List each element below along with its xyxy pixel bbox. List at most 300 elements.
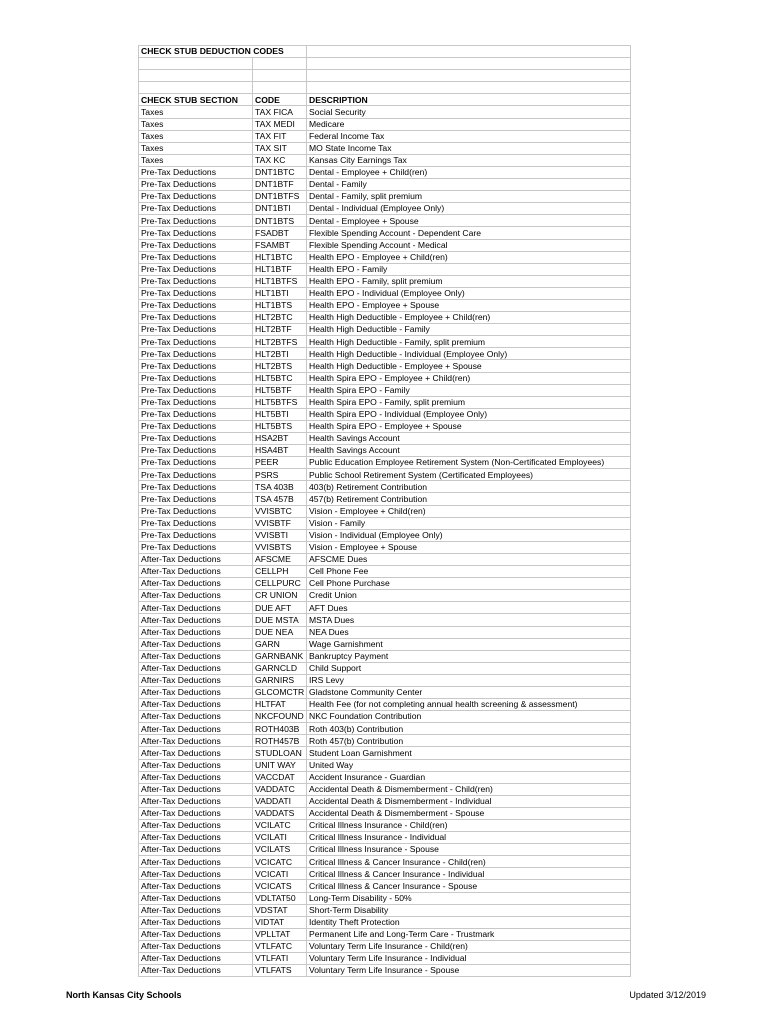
cell-section: After-Tax Deductions [139,735,253,747]
cell-code: VVISBTC [253,505,307,517]
table-row [139,650,631,662]
cell-section: Pre-Tax Deductions [139,299,253,311]
cell-section: Pre-Tax Deductions [139,517,253,529]
cell-section: Pre-Tax Deductions [139,312,253,324]
table-row [139,130,631,142]
cell-section: After-Tax Deductions [139,747,253,759]
table-row [139,203,631,215]
table-row [139,433,631,445]
cell-section: Pre-Tax Deductions [139,227,253,239]
cell-section: After-Tax Deductions [139,578,253,590]
cell-description: Dental - Family [307,179,631,191]
footer-updated-date: Updated 3/12/2019 [629,990,706,1000]
cell-code: VPLLTAT [253,928,307,940]
cell-description: Critical Illness Insurance - Individual [307,832,631,844]
cell-section: After-Tax Deductions [139,771,253,783]
table-row [139,275,631,287]
cell-description: Health EPO - Employee + Child(ren) [307,251,631,263]
table-row [139,541,631,553]
cell-code: TAX FICA [253,106,307,118]
cell-code: HLT1BTF [253,263,307,275]
cell-code: FSADBT [253,227,307,239]
cell-section: Pre-Tax Deductions [139,275,253,287]
table-row [139,457,631,469]
cell-description: Short-Term Disability [307,904,631,916]
cell-code: DNT1BTF [253,179,307,191]
cell-section: After-Tax Deductions [139,723,253,735]
cell-description: 457(b) Retirement Contribution [307,493,631,505]
cell-code: HLT2BTS [253,360,307,372]
cell-description: Bankruptcy Payment [307,650,631,662]
cell-code: HLT2BTC [253,312,307,324]
table-row [139,928,631,940]
cell-section: Pre-Tax Deductions [139,433,253,445]
table-row [139,904,631,916]
cell-code: DNT1BTFS [253,191,307,203]
cell-code: VTLFATS [253,965,307,977]
cell-section: After-Tax Deductions [139,674,253,686]
cell-code: VCICATI [253,868,307,880]
table-row [139,312,631,324]
table-row [139,832,631,844]
table-row [139,662,631,674]
table-row [139,469,631,481]
cell-code: HLT1BTFS [253,275,307,287]
cell-section: Pre-Tax Deductions [139,166,253,178]
cell-description: Kansas City Earnings Tax [307,154,631,166]
table-row [139,324,631,336]
table-row [139,251,631,263]
table-row [139,940,631,952]
cell-code: ROTH403B [253,723,307,735]
cell-description: Accident Insurance - Guardian [307,771,631,783]
cell-section: Taxes [139,118,253,130]
cell-section: After-Tax Deductions [139,590,253,602]
cell-code: PSRS [253,469,307,481]
cell-code: VVISBTI [253,529,307,541]
cell-description: Health Savings Account [307,433,631,445]
title-row [139,46,631,58]
table-row [139,263,631,275]
cell-code: VCILATC [253,820,307,832]
cell-description: Federal Income Tax [307,130,631,142]
table-row [139,626,631,638]
table-row [139,553,631,565]
cell-description: AFSCME Dues [307,553,631,565]
cell-code: HSA2BT [253,433,307,445]
cell-code: TAX MEDI [253,118,307,130]
table-row [139,953,631,965]
cell-description: Critical Illness & Cancer Insurance - Child(ren) [307,856,631,868]
header-code: CODE [253,94,307,106]
table-row [139,142,631,154]
cell-description: Wage Garnishment [307,638,631,650]
cell-section: After-Tax Deductions [139,904,253,916]
cell-code: PEER [253,457,307,469]
table-row [139,215,631,227]
cell-code: HLT5BTS [253,420,307,432]
footer-organization: North Kansas City Schools [66,990,182,1000]
cell-description: Long-Term Disability - 50% [307,892,631,904]
cell-code: TAX KC [253,154,307,166]
cell-code: CR UNION [253,590,307,602]
cell-section: After-Tax Deductions [139,602,253,614]
cell-description: Health EPO - Individual (Employee Only) [307,287,631,299]
cell-section: Pre-Tax Deductions [139,445,253,457]
cell-code: VTLFATI [253,953,307,965]
cell-description: Health Spira EPO - Employee + Spouse [307,420,631,432]
table-row [139,154,631,166]
cell-code: HLT1BTS [253,299,307,311]
cell-description: 403(b) Retirement Contribution [307,481,631,493]
cell-description: Health EPO - Employee + Spouse [307,299,631,311]
cell-section: After-Tax Deductions [139,783,253,795]
cell-code: VVISBTF [253,517,307,529]
cell-code: FSAMBT [253,239,307,251]
cell-code: GARN [253,638,307,650]
cell-section: After-Tax Deductions [139,844,253,856]
cell-section: Pre-Tax Deductions [139,203,253,215]
table-row [139,590,631,602]
cell-code: HLT5BTC [253,372,307,384]
cell-description: Gladstone Community Center [307,686,631,698]
cell-code: VCICATC [253,856,307,868]
table-row [139,856,631,868]
cell-description: Vision - Individual (Employee Only) [307,529,631,541]
table-row [139,638,631,650]
cell-section: After-Tax Deductions [139,953,253,965]
cell-section: After-Tax Deductions [139,856,253,868]
cell-description: Health Savings Account [307,445,631,457]
cell-description: Vision - Employee + Spouse [307,541,631,553]
cell-section: Pre-Tax Deductions [139,360,253,372]
empty-cell [307,46,631,58]
cell-code: CELLPH [253,566,307,578]
cell-code: VDSTAT [253,904,307,916]
cell-description: Student Loan Garnishment [307,747,631,759]
cell-section: After-Tax Deductions [139,662,253,674]
table-row [139,699,631,711]
cell-description: Roth 457(b) Contribution [307,735,631,747]
cell-description: Social Security [307,106,631,118]
table-row [139,916,631,928]
cell-section: Pre-Tax Deductions [139,469,253,481]
cell-code: VVISBTS [253,541,307,553]
cell-section: After-Tax Deductions [139,832,253,844]
cell-code: VCICATS [253,880,307,892]
cell-description: Health Spira EPO - Family, split premium [307,396,631,408]
cell-description: Health High Deductible - Individual (Employee Only) [307,348,631,360]
cell-description: Accidental Death & Dismemberment - Individual [307,795,631,807]
cell-section: Taxes [139,142,253,154]
blank-row [139,70,631,82]
cell-description: Cell Phone Purchase [307,578,631,590]
table-row [139,481,631,493]
cell-code: ROTH457B [253,735,307,747]
cell-description: Identity Theft Protection [307,916,631,928]
cell-code: HLT5BTFS [253,396,307,408]
cell-description: Voluntary Term Life Insurance - Child(ren) [307,940,631,952]
table-row [139,880,631,892]
cell-section: Pre-Tax Deductions [139,384,253,396]
table-row [139,529,631,541]
cell-description: Dental - Employee + Spouse [307,215,631,227]
table-row [139,505,631,517]
cell-section: Pre-Tax Deductions [139,179,253,191]
table-row [139,771,631,783]
table-row [139,166,631,178]
cell-description: Flexible Spending Account - Medical [307,239,631,251]
table-row [139,287,631,299]
table-row [139,807,631,819]
cell-section: Pre-Tax Deductions [139,263,253,275]
header-section: CHECK STUB SECTION [139,94,253,106]
cell-code: TAX FIT [253,130,307,142]
cell-description: Credit Union [307,590,631,602]
cell-section: Taxes [139,154,253,166]
cell-description: Health High Deductible - Family [307,324,631,336]
cell-section: Pre-Tax Deductions [139,215,253,227]
cell-code: VTLFATC [253,940,307,952]
deduction-codes-table [138,45,631,977]
cell-section: Pre-Tax Deductions [139,239,253,251]
cell-section: Pre-Tax Deductions [139,505,253,517]
cell-description: Health EPO - Family [307,263,631,275]
table-row [139,179,631,191]
cell-section: After-Tax Deductions [139,699,253,711]
cell-section: After-Tax Deductions [139,940,253,952]
cell-section: After-Tax Deductions [139,686,253,698]
cell-section: Taxes [139,106,253,118]
cell-description: MSTA Dues [307,614,631,626]
cell-description: Cell Phone Fee [307,566,631,578]
cell-code: HLT1BTI [253,287,307,299]
cell-code: VADDATS [253,807,307,819]
cell-code: CELLPURC [253,578,307,590]
table-row [139,239,631,251]
cell-code: HLT2BTF [253,324,307,336]
cell-description: NEA Dues [307,626,631,638]
cell-description: AFT Dues [307,602,631,614]
cell-description: Child Support [307,662,631,674]
cell-code: DNT1BTS [253,215,307,227]
table-body [139,46,631,977]
cell-section: After-Tax Deductions [139,928,253,940]
table-row [139,191,631,203]
cell-description: Dental - Individual (Employee Only) [307,203,631,215]
cell-code: DUE AFT [253,602,307,614]
cell-description: Health Fee (for not completing annual health screening & assessment) [307,699,631,711]
cell-description: Voluntary Term Life Insurance - Individual [307,953,631,965]
cell-section: After-Tax Deductions [139,566,253,578]
cell-code: DNT1BTI [253,203,307,215]
cell-code: HLT2BTI [253,348,307,360]
blank-row [139,82,631,94]
cell-code: TSA 457B [253,493,307,505]
cell-description: Flexible Spending Account - Dependent Care [307,227,631,239]
cell-section: Pre-Tax Deductions [139,348,253,360]
blank-row [139,58,631,70]
table-row [139,735,631,747]
cell-code: AFSCME [253,553,307,565]
cell-description: Health High Deductible - Employee + Spouse [307,360,631,372]
cell-section: After-Tax Deductions [139,638,253,650]
table-row [139,820,631,832]
cell-description: Vision - Employee + Child(ren) [307,505,631,517]
cell-section: Pre-Tax Deductions [139,336,253,348]
cell-section: Pre-Tax Deductions [139,457,253,469]
cell-section: After-Tax Deductions [139,892,253,904]
cell-section: After-Tax Deductions [139,711,253,723]
table-row [139,396,631,408]
sheet-title: CHECK STUB DEDUCTION CODES [139,46,307,58]
cell-description: Voluntary Term Life Insurance - Spouse [307,965,631,977]
cell-section: After-Tax Deductions [139,916,253,928]
header-description: DESCRIPTION [307,94,631,106]
cell-code: GARNBANK [253,650,307,662]
cell-section: Pre-Tax Deductions [139,372,253,384]
cell-description: Vision - Family [307,517,631,529]
cell-section: After-Tax Deductions [139,626,253,638]
cell-section: Taxes [139,130,253,142]
cell-code: HLTFAT [253,699,307,711]
table-row [139,711,631,723]
cell-description: Roth 403(b) Contribution [307,723,631,735]
cell-code: VACCDAT [253,771,307,783]
table-row [139,517,631,529]
table-row [139,360,631,372]
cell-section: After-Tax Deductions [139,553,253,565]
table-row [139,868,631,880]
cell-description: Permanent Life and Long-Term Care - Trustmark [307,928,631,940]
cell-code: DNT1BTC [253,166,307,178]
table-row [139,783,631,795]
cell-section: After-Tax Deductions [139,614,253,626]
table-row [139,747,631,759]
cell-description: Health Spira EPO - Individual (Employee Only) [307,408,631,420]
cell-code: VDLTAT50 [253,892,307,904]
cell-description: Critical Illness Insurance - Child(ren) [307,820,631,832]
cell-section: After-Tax Deductions [139,820,253,832]
cell-code: GARNCLD [253,662,307,674]
cell-code: GARNIRS [253,674,307,686]
cell-code: DUE NEA [253,626,307,638]
header-row [139,94,631,106]
cell-description: Public School Retirement System (Certificated Employees) [307,469,631,481]
cell-code: VADDATI [253,795,307,807]
cell-code: UNIT WAY [253,759,307,771]
table-row [139,445,631,457]
cell-section: After-Tax Deductions [139,759,253,771]
cell-code: HLT1BTC [253,251,307,263]
table-row [139,892,631,904]
cell-code: HLT2BTFS [253,336,307,348]
cell-description: IRS Levy [307,674,631,686]
cell-section: After-Tax Deductions [139,868,253,880]
cell-section: Pre-Tax Deductions [139,481,253,493]
cell-code: VCILATS [253,844,307,856]
cell-description: United Way [307,759,631,771]
table-row [139,348,631,360]
cell-code: TSA 403B [253,481,307,493]
table-row [139,844,631,856]
table-row [139,614,631,626]
table-row [139,384,631,396]
cell-description: Critical Illness & Cancer Insurance - Individual [307,868,631,880]
cell-section: Pre-Tax Deductions [139,251,253,263]
cell-description: Health High Deductible - Employee + Child(ren) [307,312,631,324]
table-row [139,372,631,384]
cell-section: Pre-Tax Deductions [139,324,253,336]
table-row [139,227,631,239]
cell-description: Medicare [307,118,631,130]
table-row [139,578,631,590]
cell-code: HLT5BTF [253,384,307,396]
cell-code: NKCFOUND [253,711,307,723]
table-row [139,420,631,432]
cell-description: Dental - Employee + Child(ren) [307,166,631,178]
cell-section: Pre-Tax Deductions [139,541,253,553]
cell-code: VIDTAT [253,916,307,928]
table-row [139,759,631,771]
cell-section: Pre-Tax Deductions [139,191,253,203]
table-row [139,723,631,735]
cell-description: Accidental Death & Dismemberment - Child(ren) [307,783,631,795]
cell-description: MO State Income Tax [307,142,631,154]
cell-description: Critical Illness & Cancer Insurance - Spouse [307,880,631,892]
cell-description: Health Spira EPO - Family [307,384,631,396]
cell-section: Pre-Tax Deductions [139,529,253,541]
table-row [139,299,631,311]
table-row [139,408,631,420]
cell-section: Pre-Tax Deductions [139,287,253,299]
cell-description: NKC Foundation Contribution [307,711,631,723]
cell-description: Dental - Family, split premium [307,191,631,203]
cell-description: Health Spira EPO - Employee + Child(ren) [307,372,631,384]
cell-code: STUDLOAN [253,747,307,759]
cell-section: After-Tax Deductions [139,650,253,662]
cell-description: Accidental Death & Dismemberment - Spouse [307,807,631,819]
table-row [139,674,631,686]
cell-code: GLCOMCTR [253,686,307,698]
cell-section: After-Tax Deductions [139,880,253,892]
table-row [139,795,631,807]
cell-code: HSA4BT [253,445,307,457]
cell-section: Pre-Tax Deductions [139,408,253,420]
cell-section: Pre-Tax Deductions [139,420,253,432]
table-row [139,118,631,130]
cell-code: DUE MSTA [253,614,307,626]
cell-code: VADDATC [253,783,307,795]
table-row [139,106,631,118]
cell-section: Pre-Tax Deductions [139,396,253,408]
table-row [139,566,631,578]
table-row [139,493,631,505]
table-row [139,965,631,977]
cell-section: Pre-Tax Deductions [139,493,253,505]
cell-code: TAX SIT [253,142,307,154]
cell-description: Critical Illness Insurance - Spouse [307,844,631,856]
table-row [139,336,631,348]
cell-description: Public Education Employee Retirement System (Non-Certificated Employees) [307,457,631,469]
cell-section: After-Tax Deductions [139,965,253,977]
table-row [139,602,631,614]
cell-section: After-Tax Deductions [139,795,253,807]
cell-description: Health EPO - Family, split premium [307,275,631,287]
cell-description: Health High Deductible - Family, split premium [307,336,631,348]
cell-section: After-Tax Deductions [139,807,253,819]
table-row [139,686,631,698]
